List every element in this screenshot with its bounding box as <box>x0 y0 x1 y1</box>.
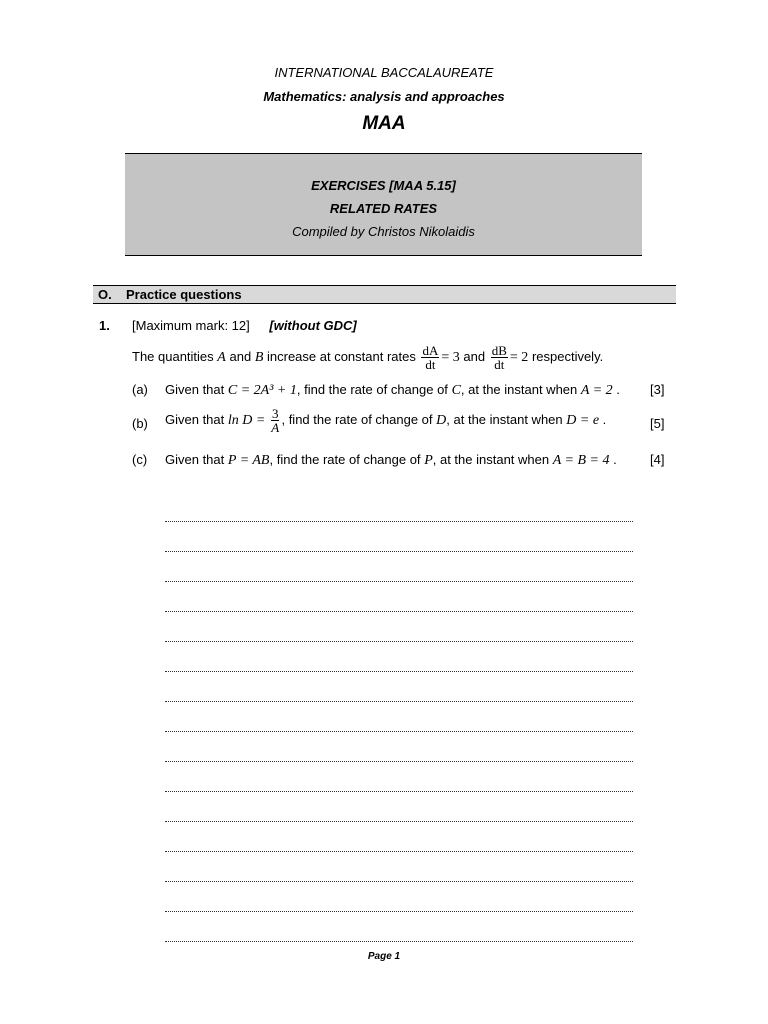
answer-line[interactable] <box>165 581 633 582</box>
subject-title: Mathematics: analysis and approaches <box>263 89 505 104</box>
section-title: Practice questions <box>126 287 242 302</box>
part-b-mid: , find the rate of change of <box>281 411 433 427</box>
var-a: A <box>217 349 226 365</box>
rate-a-numerator: dA <box>422 343 439 358</box>
part-a-cond: A = 2 <box>580 383 613 398</box>
max-mark: [Maximum mark: 12] <box>132 318 250 333</box>
banner-topic: RELATED RATES <box>329 201 438 216</box>
part-b-denominator: A <box>271 420 280 435</box>
var-b: B <box>254 349 264 365</box>
question-number: 1. <box>99 318 110 333</box>
part-c-end: . <box>613 452 617 467</box>
part-c-label: (c) <box>132 452 148 467</box>
intro-and-1: and <box>229 348 252 364</box>
banner-author: Compiled by Christos Nikolaidis <box>292 224 475 239</box>
part-b-var: D <box>436 412 447 428</box>
part-b-text <box>165 407 606 434</box>
answer-line[interactable] <box>165 521 633 522</box>
part-b-end: . <box>602 411 607 427</box>
rate-b-denominator: dt <box>494 357 505 372</box>
exercise-banner <box>125 153 642 256</box>
part-c-mid: , find the rate of change of <box>269 452 421 467</box>
course-code: MAA <box>362 113 406 134</box>
answer-line[interactable] <box>165 941 633 942</box>
answer-line[interactable] <box>165 911 633 912</box>
part-b-given: Given that <box>165 411 225 427</box>
intro-prefix: The quantities <box>132 348 214 364</box>
rate-b-fraction <box>491 344 508 371</box>
part-a-text <box>165 382 620 399</box>
part-a-var: C <box>451 383 461 398</box>
question-meta <box>132 318 357 333</box>
answer-line[interactable] <box>165 551 633 552</box>
part-c-var: P <box>424 453 433 468</box>
part-c-mark: [4] <box>650 452 665 467</box>
part-a-mark: [3] <box>650 382 665 397</box>
part-a-when: , at the instant when <box>460 382 578 397</box>
answer-line[interactable] <box>165 731 633 732</box>
part-c-text <box>165 452 617 469</box>
part-a-given: Given that <box>165 382 225 397</box>
answer-line[interactable] <box>165 671 633 672</box>
gdc-note: [without GDC] <box>269 318 357 333</box>
answer-line[interactable] <box>165 821 633 822</box>
answer-line[interactable] <box>165 641 633 642</box>
part-a-expr: C = 2A³ + 1 <box>227 383 297 398</box>
section-header <box>93 285 676 304</box>
answer-line[interactable] <box>165 761 633 762</box>
intro-and-2: and <box>463 348 486 364</box>
banner-exercise-code: EXERCISES [MAA 5.15] <box>311 178 456 193</box>
part-c-given: Given that <box>165 452 225 467</box>
section-number: O. <box>98 287 112 302</box>
rate-a-denominator: dt <box>425 357 436 372</box>
part-c-expr: P = AB <box>227 453 270 468</box>
part-c-when: , at the instant when <box>432 452 550 467</box>
answer-line[interactable] <box>165 701 633 702</box>
page-number: Page 1 <box>367 951 401 962</box>
part-a-label: (a) <box>132 382 148 397</box>
rate-b-numerator: dB <box>491 343 507 358</box>
part-c-cond: A = B = 4 <box>552 453 610 468</box>
intro-mid: increase at constant rates <box>267 348 416 364</box>
part-b-cond: D = e <box>566 412 600 428</box>
question-intro <box>132 344 603 371</box>
part-b-numerator: 3 <box>271 406 279 421</box>
part-b-fraction <box>271 407 280 434</box>
part-a-mid: , find the rate of change of <box>296 382 448 397</box>
rate-a-value: = 3 <box>441 349 460 365</box>
rate-a-fraction <box>421 344 439 371</box>
answer-line[interactable] <box>165 881 633 882</box>
rate-b-value: = 2 <box>509 349 529 365</box>
part-b-mark: [5] <box>650 416 665 431</box>
intro-suffix: respectively. <box>531 348 604 364</box>
part-b-when: , at the instant when <box>446 411 563 427</box>
answer-line[interactable] <box>165 851 633 852</box>
part-b-label: (b) <box>132 416 148 431</box>
answer-line[interactable] <box>165 791 633 792</box>
part-b-expr-left: ln D = <box>227 412 266 428</box>
answer-line[interactable] <box>165 611 633 612</box>
org-title: INTERNATIONAL BACCALAUREATE <box>274 65 494 80</box>
part-a-end: . <box>616 382 620 397</box>
